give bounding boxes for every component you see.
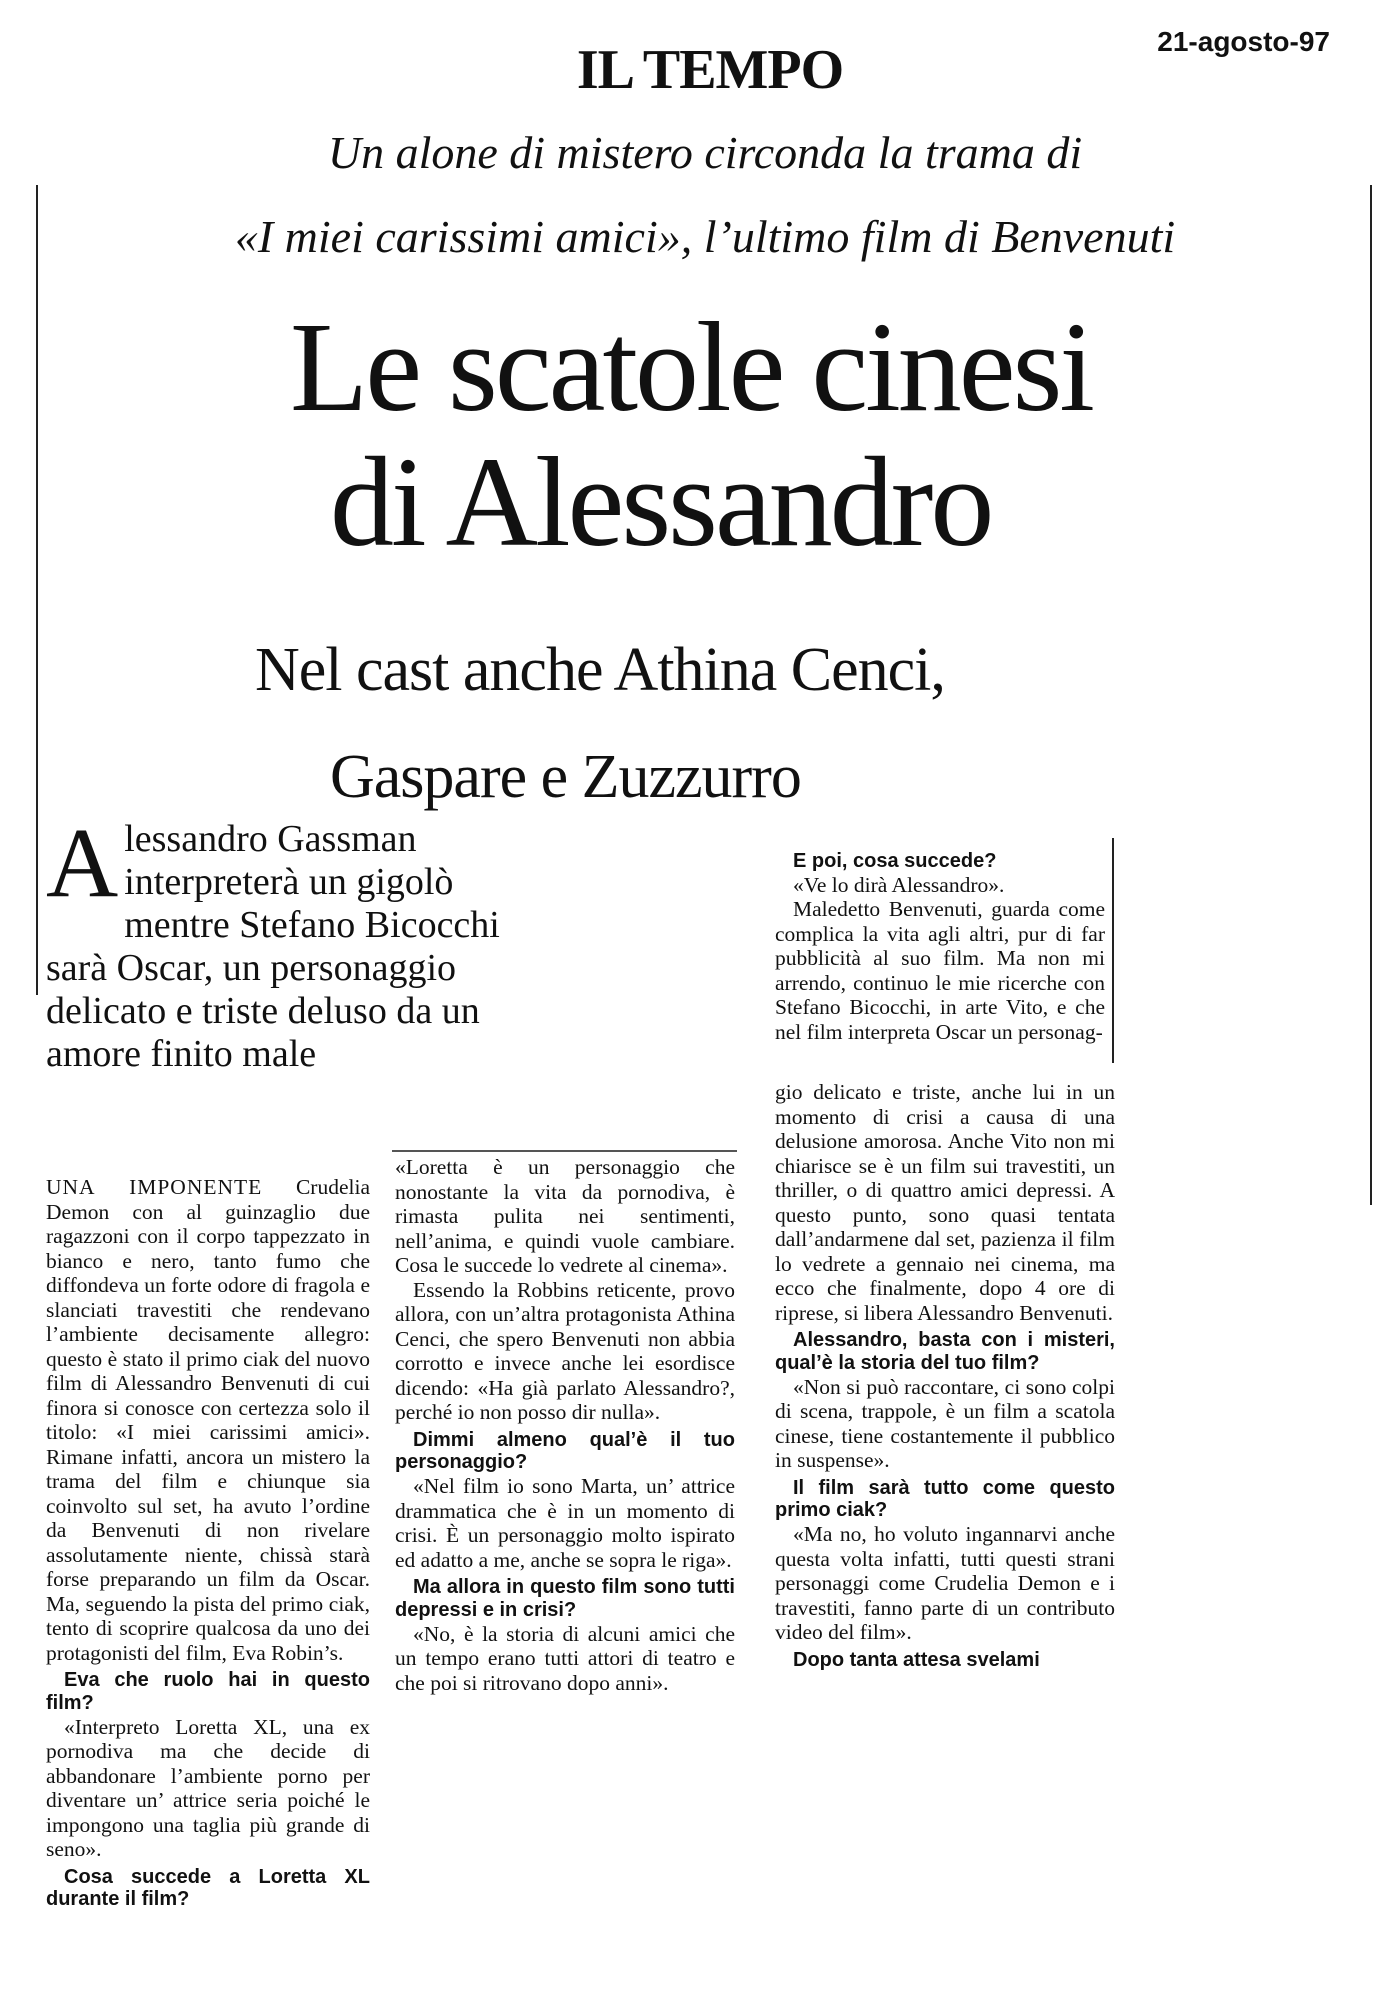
drop-cap: A bbox=[46, 807, 119, 918]
column-3-right-rule bbox=[1112, 838, 1114, 1063]
article-paragraph: «Nel film io sono Marta, un’ attrice drammatica che è in un momento di crisi. È un personaggio molto ispirato ed adatto a me, anche se sopra le riga». bbox=[395, 1474, 735, 1572]
lede-text: lessandro Gassman interpreterà un gigolò mentre Stefano Bicocchi sarà Oscar, un personaggio delicato e triste deluso da un amore finito male bbox=[46, 818, 500, 1075]
right-rule bbox=[1370, 185, 1372, 1205]
publication-date: 21-agosto-97 bbox=[1157, 26, 1330, 57]
article-paragraph-text: Crudelia Demon con al guinzaglio due ragazzoni con il corpo tappezzato in bianco e nero, tanto fumo che diffondeva un forte odore di fragola e slanciati travestiti che rendevano l’ambiente decisamente allegro: questo è stato il primo ciak del nuovo film di Alessandro Benvenuti di cui finora si conosce con certezza solo il titolo: «I miei carissimi amici». Rimane infatti, ancora un mistero la trama del film e chiunque sia coinvolto sul set, ha avuto l’ordine da Benvenuti di non rivelare assolutamente niente, chissà starà forse preparando un film da Oscar. Ma, seguendo la pista del primo ciak, tento di scoprire qualcosa da uno dei protagonisti del film, Eva Robin’s. bbox=[46, 1175, 370, 1665]
article-paragraph: «Loretta è un personaggio che nonostante la vita da pornodiva, è rimasta pulita nei sentimenti, nell’anima, e quindi vuole cambiare. Cosa le succede lo vedrete al cinema». bbox=[395, 1155, 735, 1277]
interview-question: Alessandro, basta con i misteri, qual’è la storia del tuo film? bbox=[775, 1329, 1115, 1374]
interview-question: Il film sarà tutto come questo primo ciak? bbox=[775, 1476, 1115, 1522]
article-paragraph: «Ma no, ho voluto ingannarvi anche questa volta infatti, tutti questi strani personaggi come Crudelia Demon e i travestiti, fanno parte di un contributo video del film». bbox=[775, 1522, 1115, 1645]
interview-question: Dimmi almeno qual’è il tuo personaggio? bbox=[395, 1428, 735, 1474]
article-column-2 bbox=[395, 1155, 735, 1695]
subhead-line-2: Gaspare e Zuzzurro bbox=[330, 743, 801, 811]
article-column-3-top bbox=[775, 846, 1105, 1044]
column-2-top-rule bbox=[392, 1150, 737, 1152]
article-column-3-bottom bbox=[775, 1080, 1115, 1671]
kicker-line-1: Un alone di mistero circonda la trama di bbox=[327, 127, 1083, 178]
subhead-line-1: Nel cast anche Athina Cenci, bbox=[255, 636, 945, 704]
article-paragraph: Essendo la Robbins reticente, provo allora, con un’altra protagonista Athina Cenci, che spero Benvenuti non abbia corrotto e invece anche lei esordisce dicendo: «Ha già parlato Alessandro?, perché io non posso dir nulla». bbox=[395, 1277, 735, 1424]
article-column-1 bbox=[46, 1175, 370, 1911]
masthead-il-tempo: IL TEMPO bbox=[576, 39, 844, 101]
article-paragraph bbox=[46, 1175, 370, 1665]
headline-line-2: di Alessandro bbox=[330, 431, 992, 573]
article-paragraph: «Non si può raccontare, ci sono colpi di scena, trappole, è un film a scatola cinese, tiene costantemente il pubblico in suspense». bbox=[775, 1374, 1115, 1473]
article-paragraph: gio delicato e triste, anche lui in un momento di crisi a causa di una delusione amorosa. Anche Vito non mi chiarisce se è un film sui travestiti, un thriller, o di quattro amici depressi. A questo punto, sono quasi tentata dall’andarmene dal set, pazienza il film lo vedrete a gennaio nei cinema, ma ecco che finalmente, dopo 4 ore di riprese, si libera Alessandro Benvenuti. bbox=[775, 1080, 1115, 1325]
article-paragraph: Maledetto Benvenuti, guarda come complica la vita agli altri, pur di far pubblicità al suo film. Ma non mi arrendo, continuo le mie ricerche con Stefano Bicocchi, in arte Vito, e che nel film interpreta Oscar un personag- bbox=[775, 897, 1105, 1044]
article-paragraph: «No, è la storia di alcuni amici che un tempo erano tutti attori di teatro e che poi si ritrovano dopo anni». bbox=[395, 1621, 735, 1695]
article-paragraph: «Interpreto Loretta XL, una ex pornodiva ma che decide di abbandonare l’ambiente porno per diventare un’ attrice seria poiché le impongono una taglia più grande di seno». bbox=[46, 1714, 370, 1862]
kicker-line-2: «I miei carissimi amici», l’ultimo film di Benvenuti bbox=[234, 211, 1176, 262]
interview-question: E poi, cosa succede? bbox=[793, 850, 997, 872]
left-rule bbox=[36, 185, 38, 995]
interview-question: Ma allora in questo film sono tutti depressi e in crisi? bbox=[395, 1576, 735, 1621]
lede-paragraph bbox=[46, 807, 546, 1076]
article-opening-words: UNA IMPONENTE bbox=[46, 1175, 263, 1199]
headline-line-1: Le scatole cinesi bbox=[290, 296, 1092, 438]
interview-question: Eva che ruolo hai in questo film? bbox=[46, 1669, 370, 1714]
interview-question: Cosa succede a Loretta XL durante il film? bbox=[46, 1865, 370, 1911]
interview-question: Dopo tanta attesa svelami bbox=[793, 1648, 1040, 1671]
article-paragraph: «Ve lo dirà Alessandro». bbox=[793, 872, 1005, 897]
